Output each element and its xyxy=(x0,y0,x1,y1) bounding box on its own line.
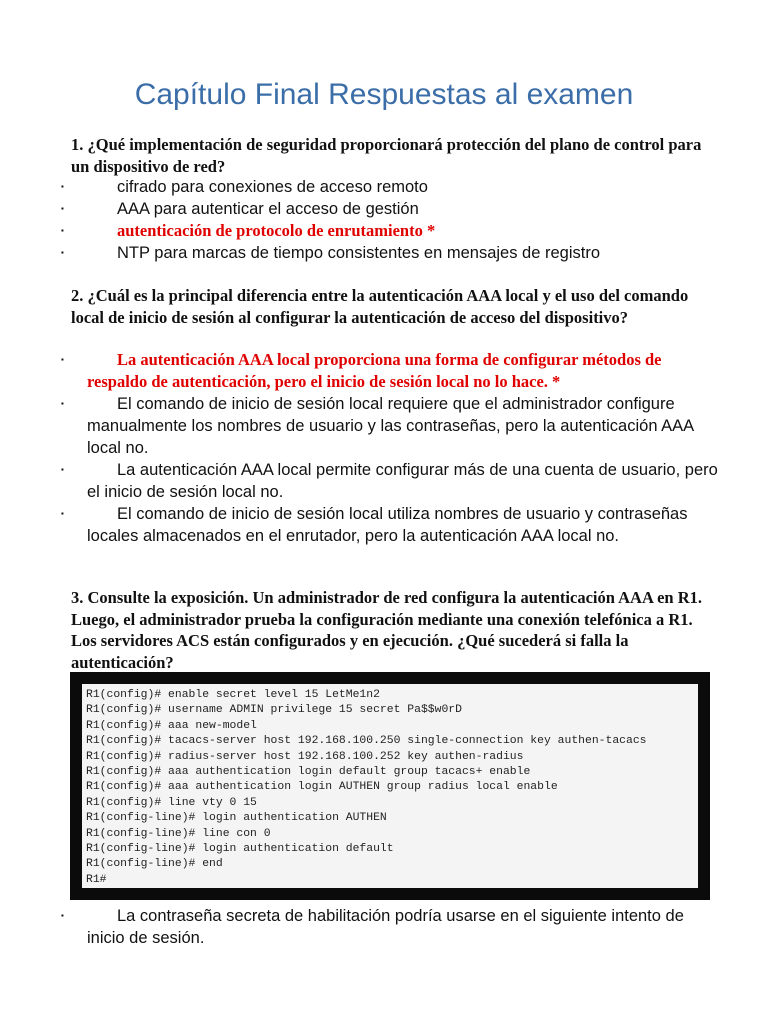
cli-line: R1(config)# aaa new-model xyxy=(86,719,257,732)
bullet-icon: ▪ xyxy=(61,182,64,191)
question-1-options xyxy=(0,176,768,264)
question-3-options xyxy=(0,905,768,949)
cli-line: R1(config-line)# line con 0 xyxy=(86,827,271,840)
q1-option-1 xyxy=(0,176,768,198)
q2-option-1-text: La autenticación AAA local proporciona una forma de configurar métodos de respaldo de autenticación, pero el inicio de sesión local no lo hace. * xyxy=(87,350,662,391)
bullet-icon: ▪ xyxy=(61,399,64,408)
q3-option-1 xyxy=(0,905,768,949)
q1-option-4-text: NTP para marcas de tiempo consistentes en mensajes de registro xyxy=(117,244,601,262)
q3-option-1-text: La contraseña secreta de habilitación podría usarse en el siguiente intento de inicio de sesión. xyxy=(87,907,684,947)
page-title: Capítulo Final Respuestas al examen xyxy=(134,78,634,111)
q1-option-2-text: AAA para autenticar el acceso de gestión xyxy=(117,200,419,218)
bullet-icon: ▪ xyxy=(61,509,64,518)
bullet-icon: ▪ xyxy=(61,911,64,920)
exhibit-cli-screenshot xyxy=(70,672,710,900)
q1-option-2 xyxy=(0,198,768,220)
cli-line: R1# xyxy=(86,873,107,886)
cli-line: R1(config)# aaa authentication login default group tacacs+ enable xyxy=(86,766,531,779)
q2-option-4 xyxy=(0,503,768,547)
cli-line: R1(config)# aaa authentication login AUTHEN group radius local enable xyxy=(86,781,558,794)
exhibit-terminal xyxy=(82,684,698,888)
bullet-icon: ▪ xyxy=(61,226,64,235)
cli-line: R1(config)# enable secret level 15 LetMe1n2 xyxy=(86,689,380,701)
cli-config-lines xyxy=(82,684,698,888)
question-3: 3. Consulte la exposición. Un administrador de red configura la autenticación AAA en R1. Luego, el administrador prueba la configuración mediante una conexión telefónica a R1. Los servidores ACS están configurados y en ejecución. ¿Qué sucederá si falla la autenticación? xyxy=(71,588,703,672)
q1-option-1-text: cifrado para conexiones de acceso remoto xyxy=(117,178,428,196)
q1-option-3-text: autenticación de protocolo de enrutamiento * xyxy=(117,221,436,240)
q2-option-4-text: El comando de inicio de sesión local utiliza nombres de usuario y contraseñas locales almacenados en el enrutador, pero la autenticación AAA local no. xyxy=(87,505,688,545)
bullet-icon: ▪ xyxy=(61,248,64,257)
q1-option-4 xyxy=(0,242,768,264)
cli-line: R1(config)# tacacs-server host 192.168.100.250 single-connection key authen-tacacs xyxy=(86,735,647,748)
q2-option-1-correct xyxy=(0,349,768,393)
cli-line: R1(config)# radius-server host 192.168.100.252 key authen-radius xyxy=(86,750,524,763)
question-2-options xyxy=(0,349,768,547)
q2-option-3-text: La autenticación AAA local permite configurar más de una cuenta de usuario, pero el inicio de sesión local no. xyxy=(87,461,718,501)
bullet-icon: ▪ xyxy=(61,355,64,364)
bullet-icon: ▪ xyxy=(61,204,64,213)
q2-option-2 xyxy=(0,393,768,459)
question-1: 1. ¿Qué implementación de seguridad proporcionará protección del plano de control para un dispositivo de red? xyxy=(71,135,702,176)
cli-line: R1(config)# username ADMIN privilege 15 secret Pa$$w0rD xyxy=(86,704,462,717)
q2-option-3 xyxy=(0,459,768,503)
cli-line: R1(config)# line vty 0 15 xyxy=(86,796,257,809)
bullet-icon: ▪ xyxy=(61,465,64,474)
q1-option-3-correct xyxy=(0,220,768,242)
cli-line: R1(config-line)# end xyxy=(86,858,223,871)
q2-option-2-text: El comando de inicio de sesión local requiere que el administrador configure manualmente los nombres de usuario y las contraseñas, pero la autenticación AAA local no. xyxy=(87,395,694,457)
cli-line: R1(config-line)# login authentication default xyxy=(86,843,394,856)
question-2: 2. ¿Cuál es la principal diferencia entre la autenticación AAA local y el uso del comando local de inicio de sesión al configurar la autenticación de acceso del dispositivo? xyxy=(71,286,689,327)
cli-line: R1(config-line)# login authentication AUTHEN xyxy=(86,812,387,825)
